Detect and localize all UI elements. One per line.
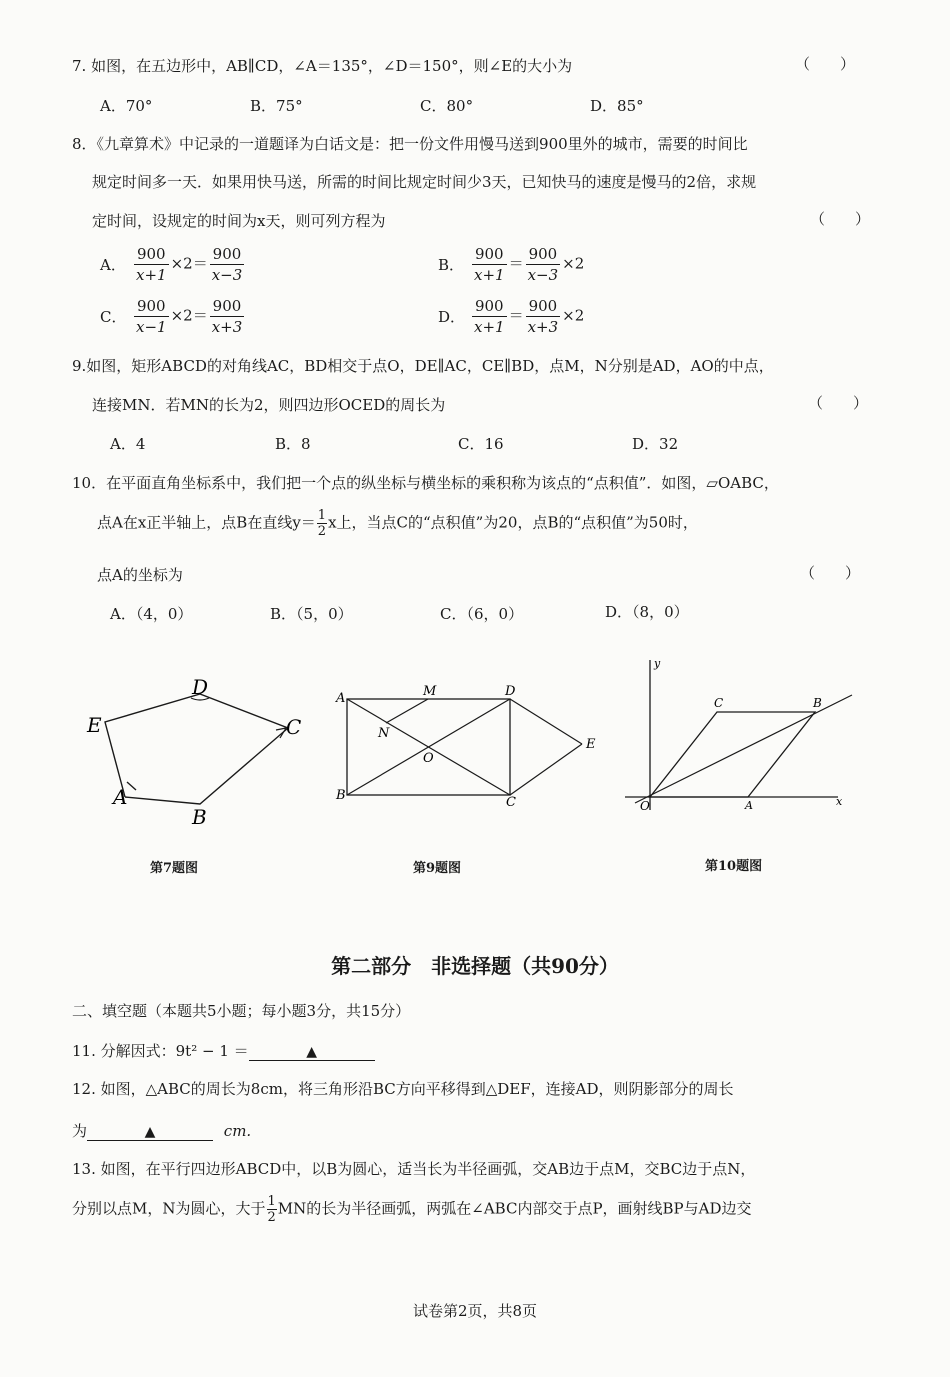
fig9-label-d: D: [505, 684, 516, 699]
q9-option-b: B．8: [275, 435, 311, 453]
q13-line-2-start: 分别以点M，N为圆心，大于: [72, 1199, 266, 1218]
numerator: 900: [472, 244, 507, 265]
operator: ＝: [508, 254, 524, 273]
numerator: 900: [210, 244, 245, 265]
fig7-label-c: C: [286, 715, 302, 739]
q10-option-c: C．（6，0）: [440, 605, 524, 623]
fig10-label-c: C: [714, 696, 724, 710]
denominator: x+1: [474, 318, 505, 336]
denominator: x−3: [211, 266, 243, 284]
figure-10-caption: 第10题图: [705, 859, 763, 874]
q12-prefix: 为: [72, 1122, 88, 1140]
q11-text: 11. 分解因式：9t² − 1 ＝: [72, 1042, 249, 1060]
fig9-label-c: C: [506, 795, 516, 810]
numerator: 900: [134, 244, 169, 265]
q11-line: [72, 1040, 375, 1061]
option-label: A．: [100, 256, 126, 274]
denominator: x+1: [474, 266, 505, 284]
q8-option-b: [438, 244, 584, 285]
numerator: 1: [267, 1194, 276, 1209]
numerator: 900: [472, 296, 507, 317]
q9-option-a: A．4: [110, 435, 146, 453]
option-label: B．: [438, 256, 465, 274]
denominator: 2: [317, 524, 327, 539]
fill-in-heading: 二、填空题（本题共5小题；每小题3分，共15分）: [72, 1002, 411, 1020]
numerator: 900: [134, 296, 169, 317]
page-footer: 试卷第2页，共8页: [412, 1302, 538, 1320]
fig7-label-e: E: [87, 713, 102, 737]
q10-line-3: 点A的坐标为: [97, 566, 183, 584]
q13-line-2-end: MN的长为半径画弧，两弧在∠ABC内部交于点P，画射线BP与AD边交: [277, 1199, 752, 1218]
q10-line-2: [97, 508, 698, 539]
fig7-label-d: D: [192, 675, 209, 699]
option-label: C．: [100, 308, 127, 326]
operator-tail: ×2: [562, 306, 585, 325]
figure-9-rectangle: [330, 682, 610, 822]
denominator: 2: [267, 1210, 276, 1225]
angle-a-arc: [127, 782, 136, 790]
segment-ce: [510, 744, 582, 795]
q13-line-1: 13. 如图，在平行四边形ABCD中，以B为圆心，适当长为半径画弧，交AB边于点M，交BC边于点N，: [72, 1160, 756, 1178]
fig10-label-x: x: [836, 795, 843, 808]
q10-line-2-end: x上，当点C的“点积值”为20，点B的“点积值”为50时，: [328, 513, 698, 532]
q7-option-d: D．85°: [590, 97, 644, 115]
q7-option-c: C．80°: [420, 97, 474, 115]
q12-unit: cm.: [223, 1122, 252, 1140]
q8-answer-paren: （ ）: [810, 210, 871, 228]
q10-option-a: A．（4，0）: [110, 605, 193, 623]
operator: ×2＝: [170, 306, 208, 325]
option-label: D．: [438, 308, 466, 326]
numerator: 900: [526, 244, 561, 265]
q9-option-c: C．16: [458, 435, 504, 453]
part-2-title: 第二部分 非选择题（共90分）: [331, 954, 619, 978]
figure-7-caption: 第7题图: [150, 861, 199, 876]
blank-triangle-icon: ▲: [144, 1124, 156, 1140]
fig10-label-o: O: [640, 799, 650, 813]
fig9-label-e: E: [586, 737, 596, 752]
fig9-label-a: A: [336, 691, 346, 706]
numerator: 1: [317, 508, 327, 523]
q7-stem: 7. 如图，在五边形中，AB∥CD，∠A＝135°，∠D＝150°，则∠E的大小为: [72, 57, 573, 75]
q8-option-d: [438, 296, 584, 337]
q12-answer-blank[interactable]: [87, 1122, 213, 1141]
operator-tail: ×2: [562, 254, 585, 273]
denominator: x+1: [136, 266, 167, 284]
denominator: x−1: [136, 318, 167, 336]
blank-triangle-icon: ▲: [306, 1044, 318, 1060]
q9-line-2: 连接MN．若MN的长为2，则四边形OCED的周长为: [92, 396, 446, 414]
q8-line-1: 8．《九章算术》中记录的一道题译为白话文是：把一份文件用慢马送到900里外的城市，需要的时间比: [72, 135, 748, 153]
fig9-label-o: O: [423, 751, 434, 766]
fig10-label-a: A: [745, 799, 753, 812]
figure-7-pentagon: [80, 672, 320, 832]
q11-answer-blank[interactable]: [249, 1042, 375, 1061]
line-y-half-x: [635, 695, 852, 803]
fig7-label-b: B: [192, 805, 207, 829]
q9-answer-paren: （ ）: [808, 394, 869, 412]
segment-mn: [386, 699, 428, 723]
q12-line-1: 12. 如图，△ABC的周长为8cm，将三角形沿BC方向平移得到△DEF，连接AD，则阴影部分的周长: [72, 1080, 734, 1098]
q7-option-a: A．70°: [100, 97, 153, 115]
fig9-label-m: M: [423, 684, 437, 699]
fig10-label-b: B: [813, 696, 822, 710]
denominator: x+3: [527, 318, 559, 336]
q8-option-a: [100, 244, 246, 285]
figure-10-coordinate-plane: [620, 655, 860, 825]
denominator: x−3: [527, 266, 559, 284]
q8-line-3: 定时间，设规定的时间为x天，则可列方程为: [92, 212, 386, 230]
q8-option-c: [100, 296, 246, 337]
q10-option-b: B．（5，0）: [270, 605, 353, 623]
q10-option-d: D．（8，0）: [605, 603, 689, 621]
figure-9-caption: 第9题图: [413, 861, 462, 876]
q9-line-1: 9.如图，矩形ABCD的对角线AC，BD相交于点O，DE∥AC，CE∥BD，点M，N分别是AD，AO的中点，: [72, 357, 774, 375]
q10-line-1: 10．在平面直角坐标系中，我们把一个点的纵坐标与横坐标的乘积称为该点的“点积值”．如图，▱OABC，: [72, 474, 779, 492]
fig10-label-y: y: [654, 657, 661, 670]
fig7-label-a: A: [113, 785, 128, 809]
q10-answer-paren: （ ）: [800, 564, 861, 582]
numerator: 900: [526, 296, 561, 317]
fig9-label-n: N: [378, 726, 390, 741]
q10-line-2-start: 点A在x正半轴上，点B在直线y＝: [97, 513, 316, 532]
q13-line-2: [72, 1194, 752, 1225]
q7-answer-paren: （ ）: [795, 55, 856, 73]
q9-option-d: D．32: [632, 435, 679, 453]
operator: ×2＝: [170, 254, 208, 273]
q8-line-2: 规定时间多一天．如果用快马送，所需的时间比规定时间少3天，已知快马的速度是慢马的2倍，求规: [92, 173, 757, 191]
operator: ＝: [508, 306, 524, 325]
q7-option-b: B．75°: [250, 97, 303, 115]
q12-line-2: [72, 1120, 251, 1141]
numerator: 900: [210, 296, 245, 317]
fig9-label-b: B: [336, 788, 346, 803]
denominator: x+3: [211, 318, 243, 336]
segment-de: [510, 699, 582, 744]
